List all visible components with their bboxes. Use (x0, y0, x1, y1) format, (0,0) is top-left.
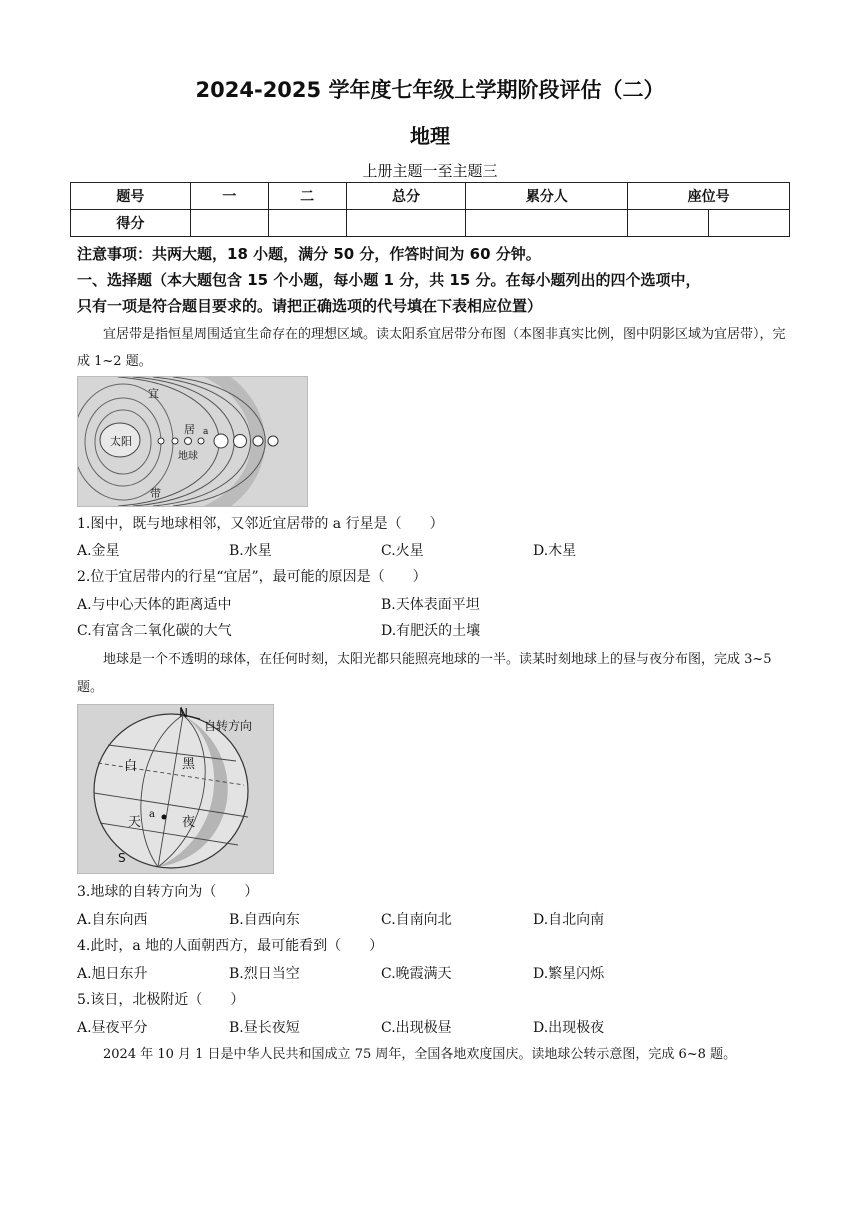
question-4-stem: 4.此时，a 地的人面朝西方，最可能看到（ ） (77, 938, 384, 954)
q1-option-c[interactable]: C.火星 (381, 543, 424, 559)
score-input-cell[interactable] (709, 210, 790, 237)
day-night-figure (77, 704, 274, 874)
section1-line2: 只有一项是符合题目要求的。请把正确选项的代号填在下表相应位置） (77, 297, 543, 315)
header-cell: 二 (268, 183, 346, 210)
exam-scope: 上册主题一至主题三 (362, 162, 498, 180)
score-table (70, 182, 790, 237)
score-input-cell[interactable] (628, 210, 709, 237)
header-cell: 座位号 (628, 183, 790, 210)
q2-option-a[interactable]: A.与中心天体的距离适中 (77, 597, 232, 613)
rotation-direction-label: 自转方向 (204, 719, 253, 733)
q1-option-d[interactable]: D.木星 (533, 543, 577, 559)
day-label-2: 天 (128, 815, 142, 830)
intro-orbit: 2024 年 10 月 1 日是中华人民共和国成立 75 周年，全国各地欢度国庆。读地球公转示意图，完成 6~8 题。 (103, 1047, 737, 1062)
sun-label: 太阳 (110, 435, 132, 448)
subject-title: 地理 (410, 124, 450, 148)
habitable-zone-figure (77, 376, 308, 507)
intro-day-night: 地球是一个不透明的球体，在任何时刻，太阳光都只能照亮地球的一半。读某时刻地球上的昼与夜分布图，完成 3~5 题。 (77, 652, 772, 695)
score-input-cell[interactable] (346, 210, 466, 237)
question-5-stem: 5.该日，北极附近（ ） (77, 992, 245, 1008)
q2-option-d[interactable]: D.有肥沃的土壤 (381, 623, 481, 639)
q2-option-b[interactable]: B.天体表面平坦 (381, 597, 480, 613)
score-label-cell: 得分 (71, 210, 191, 237)
q5-option-b[interactable]: B.昼长夜短 (229, 1020, 300, 1036)
day-label-1: 白 (124, 759, 138, 774)
question-3-stem: 3.地球的自转方向为（ ） (77, 884, 259, 900)
night-label-1: 黑 (182, 757, 196, 772)
header-cell: 一 (190, 183, 268, 210)
q4-option-d[interactable]: D.繁星闪烁 (533, 966, 605, 982)
q5-option-c[interactable]: C.出现极昼 (381, 1020, 452, 1036)
q5-option-d[interactable]: D.出现极夜 (533, 1020, 605, 1036)
q2-option-c[interactable]: C.有富含二氧化碳的大气 (77, 623, 232, 639)
q3-option-a[interactable]: A.自东向西 (77, 912, 148, 928)
zone-label-mid: 居 (184, 423, 195, 436)
south-pole-label: S (118, 851, 126, 865)
question-1-stem: 1.图中，既与地球相邻，又邻近宜居带的 a 行星是（ ） (77, 516, 444, 532)
section1-line1: 一、选择题（本大题包含 15 个小题，每小题 1 分，共 15 分。在每小题列出的四个选项中， (77, 271, 701, 289)
earth-label: 地球 (178, 451, 198, 462)
night-label-2: 夜 (182, 815, 196, 830)
header-cell: 题号 (71, 183, 191, 210)
q4-option-c[interactable]: C.晚霞满天 (381, 966, 452, 982)
zone-label-bottom: 带 (150, 487, 161, 500)
score-table-score-row (71, 210, 790, 237)
q4-option-a[interactable]: A.旭日东升 (77, 966, 148, 982)
score-table-header-row (71, 183, 790, 210)
planet-a-label: a (203, 427, 209, 437)
score-input-cell[interactable] (466, 210, 628, 237)
header-cell: 累分人 (466, 183, 628, 210)
q4-option-b[interactable]: B.烈日当空 (229, 966, 300, 982)
notice: 注意事项：共两大题，18 小题，满分 50 分，作答时间为 60 分钟。 (77, 245, 541, 263)
q3-option-c[interactable]: C.自南向北 (381, 912, 452, 928)
score-input-cell[interactable] (268, 210, 346, 237)
q1-option-b[interactable]: B.水星 (229, 543, 272, 559)
q1-option-a[interactable]: A.金星 (77, 543, 120, 559)
q3-option-b[interactable]: B.自西向东 (229, 912, 300, 928)
exam-title: 2024-2025 学年度七年级上学期阶段评估（二） (195, 78, 665, 102)
north-pole-label: N (179, 706, 188, 720)
header-cell: 总分 (346, 183, 466, 210)
q5-option-a[interactable]: A.昼夜平分 (77, 1020, 148, 1036)
score-input-cell[interactable] (190, 210, 268, 237)
q3-option-d[interactable]: D.自北向南 (533, 912, 605, 928)
point-a-label: a (149, 809, 155, 820)
intro-habitable-zone: 宜居带是指恒星周围适宜生命存在的理想区域。读太阳系宜居带分布图（本图非真实比例，图中阴影区域为宜居带），完成 1~2 题。 (77, 327, 786, 369)
zone-label-top: 宜 (148, 387, 159, 400)
question-2-stem: 2.位于宜居带内的行星“宜居”，最可能的原因是（ ） (77, 569, 427, 585)
